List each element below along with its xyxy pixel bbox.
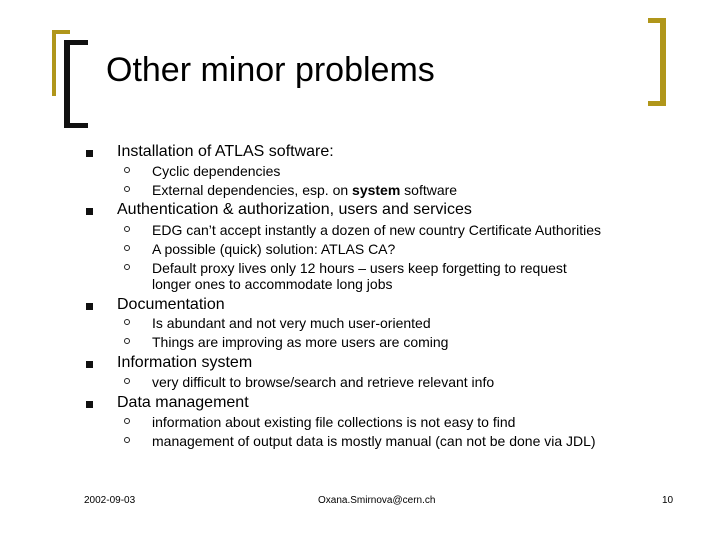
bullet-square-icon: [86, 303, 93, 310]
circle-bullet-icon: [124, 245, 130, 251]
list-item: Documentation: [117, 296, 225, 313]
sub-item: Is abundant and not very much user-oriented: [152, 315, 431, 331]
circle-bullet-icon: [124, 264, 130, 270]
sub-item: Things are improving as more users are coming: [152, 334, 449, 350]
bullet-square-icon: [86, 150, 93, 157]
list-item: Authentication & authorization, users and services: [117, 201, 472, 218]
sub-item: management of output data is mostly manual (can not be done via JDL): [152, 433, 596, 449]
footer-email: Oxana.Smirnova@cern.ch: [318, 495, 436, 506]
circle-bullet-icon: [124, 226, 130, 232]
left-bracket-bottom: [64, 123, 88, 128]
bullet-square-icon: [86, 401, 93, 408]
circle-bullet-icon: [124, 167, 130, 173]
right-bracket-top: [648, 18, 666, 23]
sub-item: very difficult to browse/search and retrieve relevant info: [152, 374, 495, 390]
sub-item: information about existing file collections is not easy to find: [152, 414, 516, 430]
footer-page-number: 10: [662, 495, 674, 506]
slide-title: Other minor problems: [106, 51, 435, 89]
left-bracket-gold-top: [52, 30, 70, 34]
sub-item: A possible (quick) solution: ATLAS CA?: [152, 241, 396, 257]
footer-date: 2002-09-03: [84, 495, 136, 506]
right-bracket-bottom: [648, 101, 666, 106]
sub-item: External dependencies, esp. on system software: [152, 182, 458, 198]
emphasis-text: system: [352, 182, 401, 198]
circle-bullet-icon: [124, 338, 130, 344]
circle-bullet-icon: [124, 437, 130, 443]
left-bracket-bar: [64, 40, 70, 128]
bullet-square-icon: [86, 361, 93, 368]
circle-bullet-icon: [124, 418, 130, 424]
sub-item-continuation: longer ones to accommodate long jobs: [152, 276, 393, 292]
left-bracket-top: [64, 40, 88, 45]
sub-item: EDG can’t accept instantly a dozen of new country Certificate Authorities: [152, 222, 602, 238]
bullet-square-icon: [86, 208, 93, 215]
list-item: Information system: [117, 354, 253, 371]
list-item: Installation of ATLAS software:: [117, 143, 334, 160]
circle-bullet-icon: [124, 378, 130, 384]
left-bracket-gold-bar: [52, 30, 56, 96]
right-bracket-bar: [660, 18, 666, 106]
sub-item: Cyclic dependencies: [152, 163, 281, 179]
circle-bullet-icon: [124, 319, 130, 325]
circle-bullet-icon: [124, 186, 130, 192]
sub-item: Default proxy lives only 12 hours – users keep forgetting to request: [152, 260, 567, 276]
list-item: Data management: [117, 394, 249, 411]
